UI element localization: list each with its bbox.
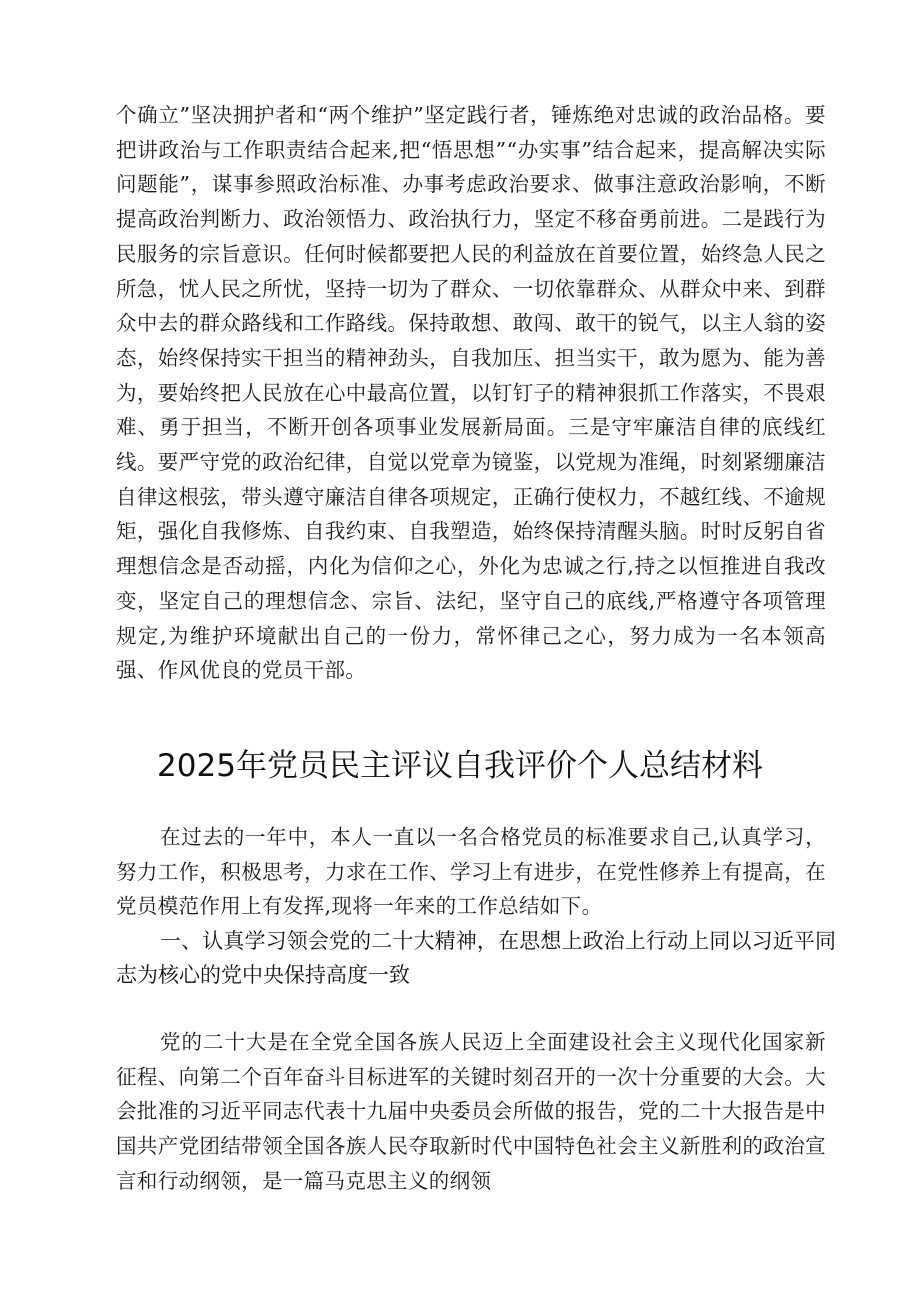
intro-paragraph: 在过去的一年中，本人一直以一名合格党员的标准要求自己,认真学习，努力工作，积极思考，力求在工作、学习上有进步，在党性修养上有提高，在党员模范作用上有发挥,现将一年来的工作总结如下。 <box>116 825 826 919</box>
document-title: 2025年党员民主评议自我评价个人总结材料 <box>157 748 763 784</box>
section-body-paragraph: 党的二十大是在全党全国各族人民迈上全面建设社会主义现代化国家新征程、向第二个百年奋斗目标进军的关键时刻召开的一次十分重要的大会。大会批准的习近平同志代表十九届中央委员会所做的报告，党的二十大报告是中国共产党团结带领全国各族人民夺取新时代中国特色社会主义新胜利的政治宣言和行动纲领，是一篇马克思主义的纲领 <box>116 1030 826 1193</box>
continued-paragraph: 个确立”坚决拥护者和“两个维护”坚定践行者，锤炼绝对忠诚的政治品格。要把讲政治与工作职责结合起来,把“悟思想”“办实事”结合起来，提高解决实际问题能”，谋事参照政治标准、办事考虑政治要求、做事注意政治影响，不断提高政治判断力、政治领悟力、政治执行力，坚定不移奋勇前进。二是践行为民服务的宗旨意识。任何时候都要把人民的利益放在首要位置，始终急人民之所急，忧人民之所忧，坚持一切为了群众、一切依靠群众、从群众中来、到群众中去的群众路线和工作路线。保持敢想、敢闯、敢干的锐气，以主人翁的姿态，始终保持实干担当的精神劲头，自我加压、担当实干，敢为愿为、能为善为，要始终把人民放在心中最高位置，以钉钉子的精神狠抓工作落实，不畏艰难、勇于担当，不断开创各项事业发展新局面。三是守牢廉洁自律的底线红线。要严守党的政治纪律，自觉以党章为镜鉴，以党规为准绳，时刻紧绷廉洁自律这根弦，带头遵守廉洁自律各项规定，正确行使权力，不越红线、不逾规矩，强化自我修炼、自我约束、自我塑造，始终保持清醒头脑。时时反躬自省理想信念是否动摇，内化为信仰之心，外化为忠诚之行,持之以恒推进自我改变，坚定自己的理想信念、宗旨、法纪，坚守自己的底线,严格遵守各项管理规定,为维护环境献出自己的一份力，常怀律己之心，努力成为一名本领高强、作风优良的党员干部。 <box>116 103 826 683</box>
section-heading: 一、认真学习领会党的二十大精神，在思想上政治上行动上同以习近平同志为核心的党中央保持高度一致 <box>116 929 836 987</box>
